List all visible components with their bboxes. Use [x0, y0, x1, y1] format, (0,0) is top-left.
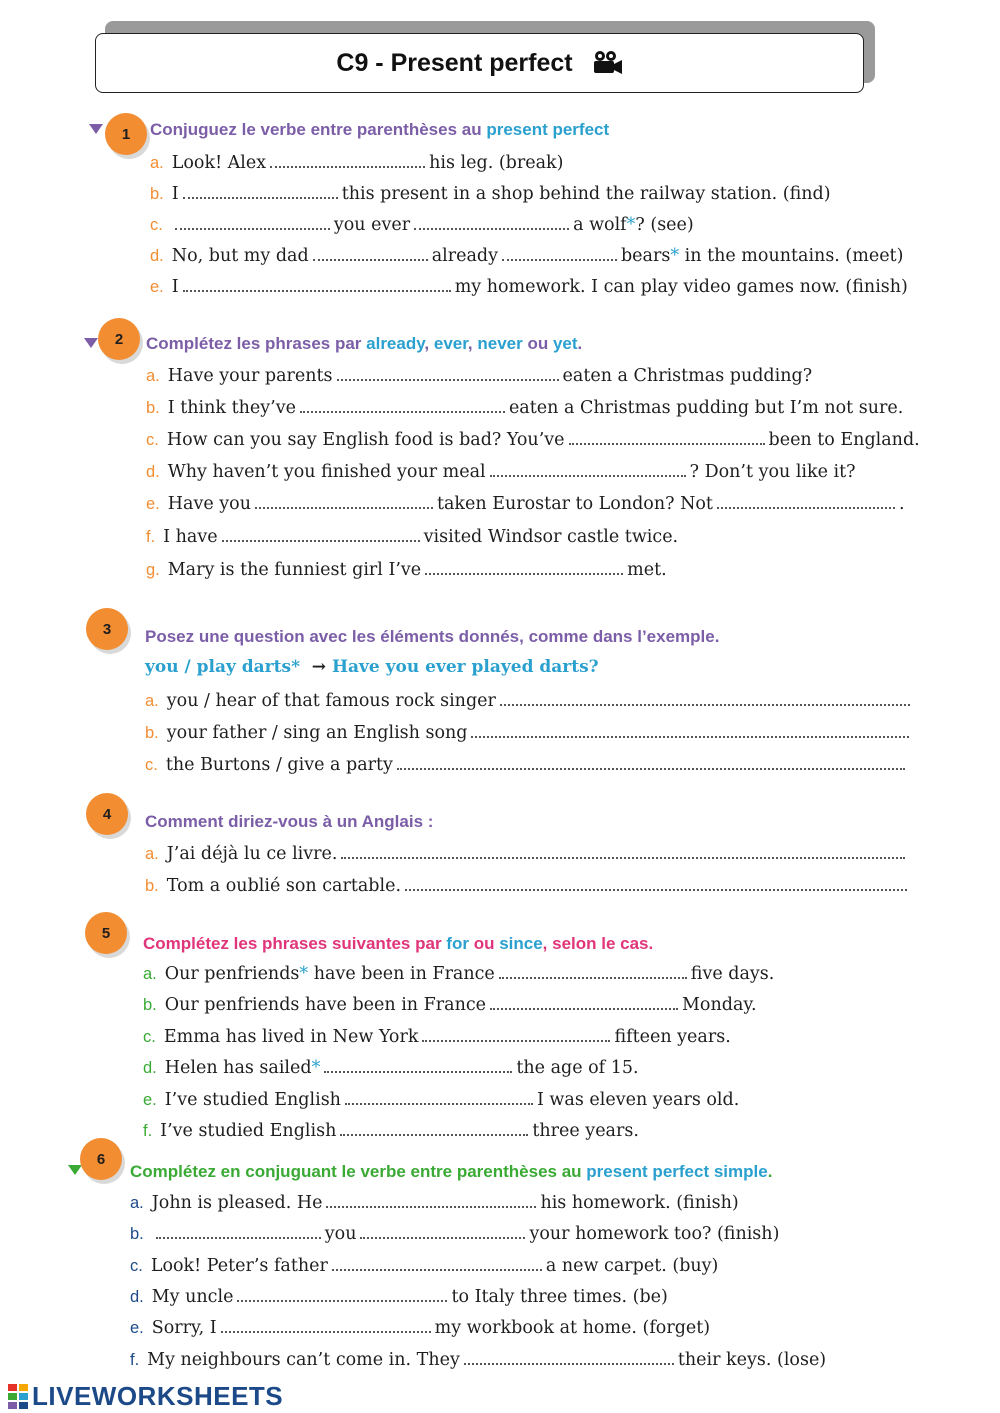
film-camera-icon: [591, 50, 623, 76]
s6-item-d: d. My uncle to Italy three times. (be): [130, 1287, 668, 1307]
section-6-instruction: Complétez en conjuguant le verbe entre parenthèses au present perfect simple.: [130, 1162, 773, 1181]
answer-blank[interactable]: [255, 493, 433, 509]
answer-blank[interactable]: [222, 526, 420, 542]
s5-item-c: c. Emma has lived in New York fifteen years.: [143, 1027, 731, 1047]
s6-item-c: c. Look! Peter’s father a new carpet. (buy): [130, 1256, 719, 1276]
s2-item-f: f. I have visited Windsor castle twice.: [146, 527, 679, 547]
answer-blank[interactable]: [345, 1089, 533, 1105]
answer-blank[interactable]: [471, 722, 909, 738]
page-title: C9 - Present perfect: [336, 48, 573, 77]
s5-item-d: d. Helen has sailed* the age of 15.: [143, 1058, 639, 1078]
section-5-badge: 5: [85, 912, 127, 954]
title-box: [95, 33, 864, 93]
s3-item-a: a. you / hear of that famous rock singer: [145, 690, 914, 712]
s2-item-e: e. Have you taken Eurostar to London? Not .: [146, 494, 905, 514]
answer-blank[interactable]: [499, 963, 687, 979]
s6-item-e: e. Sorry, I my workbook at home. (forget): [130, 1318, 711, 1338]
section-3-badge: 3: [86, 608, 128, 650]
section-marker: [89, 124, 103, 134]
section-marker: [68, 1165, 82, 1175]
answer-blank[interactable]: [156, 1223, 321, 1239]
answer-blank[interactable]: [183, 276, 451, 292]
s2-item-c: c. How can you say English food is bad? You’ve been to England.: [146, 430, 920, 450]
s1-item-d: d. No, but my dad already bears* in the mountains. (meet): [150, 246, 904, 266]
s2-item-a: a. Have your parents eaten a Christmas pudding?: [146, 366, 813, 386]
section-1-badge: 1: [105, 113, 147, 155]
s4-item-a: a. J’ai déjà lu ce livre.: [145, 843, 909, 865]
answer-blank[interactable]: [332, 1255, 542, 1271]
s2-item-b: b. I think they’ve eaten a Christmas pudding but I’m not sure.: [146, 398, 904, 418]
answer-blank[interactable]: [175, 214, 330, 230]
answer-blank[interactable]: [397, 754, 905, 770]
section-5-instruction: Complétez les phrases suivantes par for ou since, selon le cas.: [143, 934, 654, 953]
answer-blank[interactable]: [270, 152, 425, 168]
s3-item-b: b. your father / sing an English song: [145, 722, 913, 744]
s1-item-a: a. Look! Alex his leg. (break): [150, 153, 564, 173]
section-marker: [84, 338, 98, 348]
section-2-instruction: Complétez les phrases par already, ever, never ou yet.: [146, 334, 583, 353]
answer-blank[interactable]: [502, 245, 617, 261]
answer-blank[interactable]: [464, 1349, 674, 1365]
s5-item-f: f. I’ve studied English three years.: [143, 1121, 639, 1141]
answer-blank[interactable]: [337, 365, 559, 381]
answer-blank[interactable]: [405, 875, 907, 891]
answer-blank[interactable]: [324, 1057, 512, 1073]
answer-blank[interactable]: [414, 214, 569, 230]
answer-blank[interactable]: [422, 1026, 610, 1042]
answer-blank[interactable]: [313, 245, 428, 261]
s5-item-a: a. Our penfriends* have been in France five days.: [143, 964, 775, 984]
answer-blank[interactable]: [425, 559, 623, 575]
answer-blank[interactable]: [300, 397, 505, 413]
answer-blank[interactable]: [500, 690, 910, 706]
s5-item-b: b. Our penfriends have been in France Monday.: [143, 995, 757, 1015]
section-2-badge: 2: [98, 318, 140, 360]
s1-item-c: c. you ever a wolf*? (see): [150, 215, 694, 235]
section-4-instruction: Comment diriez-vous à un Anglais :: [145, 812, 434, 831]
section-6-badge: 6: [80, 1138, 122, 1180]
answer-blank[interactable]: [569, 429, 765, 445]
s4-item-b: b. Tom a oublié son cartable.: [145, 875, 911, 897]
footer-brand: LIVEWORKSHEETS: [32, 1380, 284, 1411]
section-3-instruction: Posez une question avec les éléments donnés, comme dans l’exemple.: [145, 627, 720, 646]
s5-item-e: e. I’ve studied English I was eleven years old.: [143, 1090, 740, 1110]
s2-item-d: d. Why haven’t you finished your meal ? Don’t you like it?: [146, 462, 856, 482]
answer-blank[interactable]: [341, 843, 905, 859]
answer-blank[interactable]: [237, 1286, 447, 1302]
answer-blank[interactable]: [183, 183, 338, 199]
answer-blank[interactable]: [490, 461, 686, 477]
section-4-badge: 4: [86, 793, 128, 835]
answer-blank[interactable]: [326, 1192, 536, 1208]
s3-item-c: c. the Burtons / give a party: [145, 754, 909, 776]
liveworksheets-logo-icon: [8, 1383, 30, 1409]
answer-blank[interactable]: [360, 1223, 525, 1239]
s1-item-e: e. I my homework. I can play video games now. (finish): [150, 277, 908, 297]
s6-item-a: a. John is pleased. He his homework. (finish): [130, 1193, 739, 1213]
s1-item-b: b. I this present in a shop behind the railway station. (find): [150, 184, 831, 204]
liveworksheets-footer[interactable]: [8, 1381, 283, 1411]
answer-blank[interactable]: [340, 1120, 528, 1136]
answer-blank[interactable]: [490, 994, 678, 1010]
answer-blank[interactable]: [717, 493, 895, 509]
section-3-example: you / play darts* → Have you ever played darts?: [145, 657, 599, 677]
s6-item-b: b. you your homework too? (finish): [130, 1224, 780, 1244]
section-1-instruction: Conjuguez le verbe entre parenthèses au present perfect: [150, 120, 610, 139]
s2-item-g: g. Mary is the funniest girl I’ve met.: [146, 560, 667, 580]
answer-blank[interactable]: [221, 1317, 431, 1333]
s6-item-f: f. My neighbours can’t come in. They their keys. (lose): [130, 1350, 827, 1370]
